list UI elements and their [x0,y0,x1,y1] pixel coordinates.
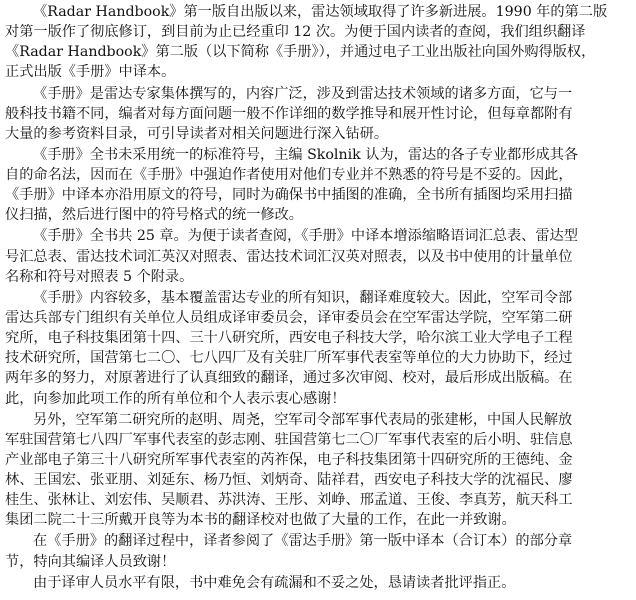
text-line: 《手册》内容较多，基本覆盖雷达专业的所有知识，翻译难度较大。因此，空军司令部 [33,289,573,306]
paragraph-7 [5,531,632,571]
text-line: 对第一版作了彻底修订，到目前为止已经重印 12 次。为便于国内读者的查阅，我们组织翻译 [5,24,586,41]
paragraph-3 [5,145,632,226]
text-line: 大量的参考资料目录，可引导读者对相关问题进行深入钻研。 [5,125,389,142]
text-line: 另外，空军第二研究所的赵明、周尧，空军司令部军事代表局的张建彬，中国人民解放 [33,411,573,428]
text-line: 桂生、张林让、刘宏伟、吴顺君、苏洪涛、王彤、刘峥、邢孟道、王俊、李真芳，航天科工 [5,492,573,509]
text-line: 两年多的努力，对原著进行了认真细致的翻译，通过多次审阅、校对，最后形成出版稿。在 [5,370,573,387]
paragraph-8 [5,573,632,593]
paragraph-4 [5,226,632,286]
text-line: 在《手册》的翻译过程中，译者参阅了《雷达手册》第一版中译本（合订本）的部分章 [33,533,573,550]
text-line: 《Radar Handbook》第二版（以下简称《手册》），并通过电子工业出版社向国外购得版权， [5,44,596,61]
text-line: 林、王国宏、张亚朋、刘延东、杨乃恒、刘炳奇、陆祥君，西安电子科技大学的沈福民、廖 [5,472,573,489]
text-line: 军驻国营第七八四厂军事代表室的彭志刚、驻国营第七二〇厂军事代表室的后小明、驻信息 [5,431,573,448]
text-line: 节，特向其编译人员致谢！ [5,553,176,570]
text-line: 雷达兵部专门组织有关单位人员组成译审委员会，译审委员会在空军雷达学院，空军第二研 [5,309,573,326]
text-line: 技术研究所，国营第七二〇、七八四厂及有关驻厂所军事代表室等单位的大力协助下，经过 [5,350,573,367]
text-line: 集团二院二十三所戴开良等为本书的翻译校对也做了大量的工作，在此一并致谢。 [5,512,516,529]
text-line: 《手册》中译本亦沿用原文的符号，同时为确保书中插图的准确，全书所有插图均采用扫描 [5,187,573,204]
text-line: 正式出版《手册》中译本。 [5,64,176,81]
text-line: 般科技书籍不同，编者对每方面问题一般不作详细的数学推导和展开性讨论，但每章都附有 [5,105,573,122]
text-line: 号汇总表、雷达技术词汇英汉对照表、雷达技术词汇汉英对照表，以及书中使用的计量单位 [5,248,573,265]
text-line: 此，向参加此项工作的所有单位和个人表示衷心感谢！ [5,390,346,407]
text-line: 名称和符号对照表 5 个附录。 [5,268,194,285]
paragraph-2 [5,84,632,144]
text-line: 《Radar Handbook》第一版自出版以来，雷达领域取得了许多新进展。1990 年的第二版 [33,4,608,20]
text-line: 仪扫描，然后进行图中的符号格式的统一修改。 [5,207,303,224]
text-line: 《手册》全书共 25 章。为便于读者查阅，《手册》中译本增添缩略语词汇总表、雷达型 [33,228,578,245]
paragraph-1 [5,2,632,83]
text-line: 产业部电子第三十八研究所军事代表室的芮祚保，电子科技集团第十四研究所的王德纯、金 [5,451,573,468]
text-line: 自的命名法，因而在《手册》中强迫作者使用对他们专业并不熟悉的符号是不妥的。因此， [5,167,573,184]
text-line: 《手册》是雷达专家集体撰写的，内容广泛，涉及到雷达技术领域的诸多方面，它与一 [33,85,573,102]
text-line: 由于译审人员水平有限，书中难免会有疏漏和不妥之处，恳请读者批评指正。 [33,574,516,591]
paragraph-5 [5,288,632,409]
paragraph-6 [5,410,632,531]
text-line: 《手册》全书未采用统一的标准符号，主编 Skolnik 认为，雷达的各子专业都形成其各 [33,146,579,163]
text-line: 究所，电子科技集团第十四、三十八研究所，西安电子科技大学，哈尔滨工业大学电子工程 [5,330,573,347]
